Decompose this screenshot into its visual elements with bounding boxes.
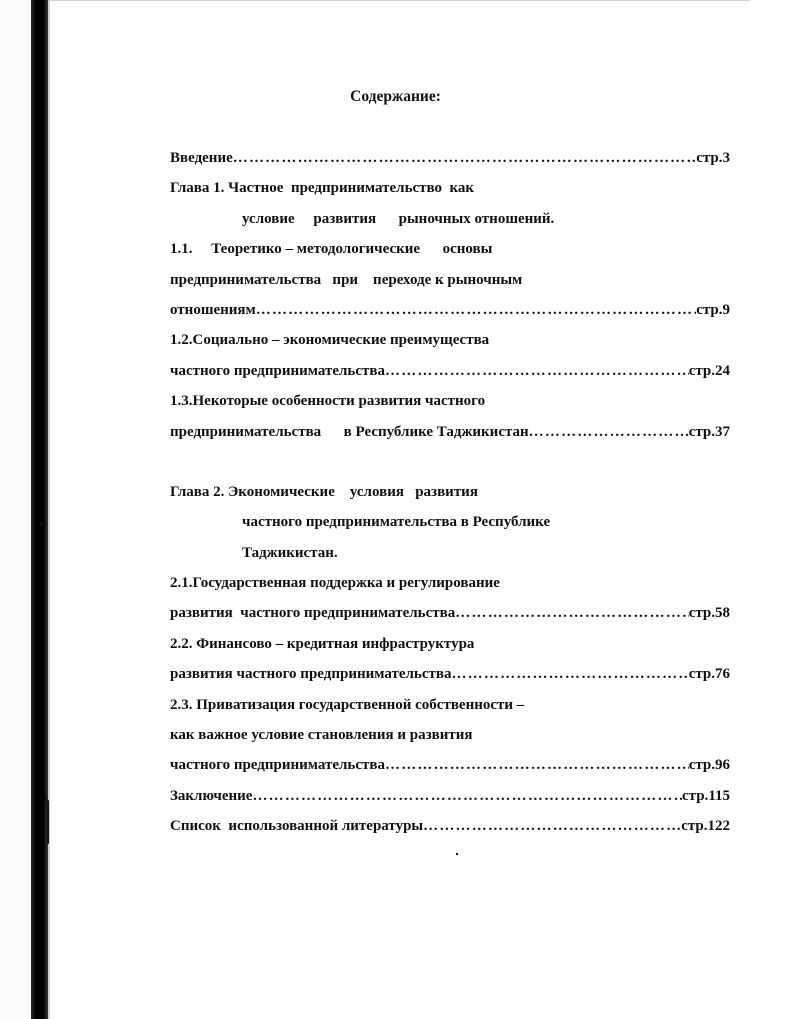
toc-entry-text: 1.3.Некоторые особенности развития частного [170,393,486,410]
toc-entry-references [170,811,730,841]
toc-entry-text: 2.2. Финансово – кредитная инфраструктура [170,635,475,652]
toc-entry-text: частного предпринимательства в Республике [242,514,551,531]
toc-entry-2-1 [170,568,730,598]
toc-entry-text: развития частного предпринимательства [170,605,456,622]
toc-page-number: стр.3 [696,150,730,166]
toc-heading-chapter-1-cont [170,204,730,234]
toc-entry-2-3-cont [170,720,730,750]
toc-entry-1-1-cont [170,265,730,295]
toc-entry-text: условие развития рыночных отношений. [242,210,555,227]
toc-page-number: стр.115 [682,787,730,804]
toc-leader-dots [455,598,688,628]
toc-entry-text: Список использованной литературы [170,818,424,835]
toc-leader-dots [252,781,682,811]
toc-entry-text: Заключение [170,787,253,804]
toc-heading-chapter-2-cont [170,507,730,537]
toc-leader-dots [451,659,688,689]
toc-entry-text: 2.3. Приватизация государственной собственности – [170,696,525,713]
scan-speck [40,522,43,525]
toc-entry-text: Глава 1. Частное предпринимательство как [170,180,475,197]
toc-entry-conclusion [170,781,730,811]
toc-page-number: стр.9 [696,301,730,318]
toc-heading-chapter-2 [170,477,730,507]
scan-edge-line [48,0,50,1019]
scan-binding-shadow [31,0,48,1019]
toc-entry-2-3 [170,690,730,720]
table-of-contents [170,143,730,842]
toc-entry-2-3-end [170,750,730,780]
toc-leader-dots [529,417,689,447]
toc-entry-intro [170,143,730,173]
toc-entry-text: отношениям [170,301,256,318]
scan-speck [44,796,47,799]
toc-leader-dots [233,143,696,173]
toc-entry-1-2 [170,325,730,355]
toc-leader-dots [385,356,689,386]
toc-entry-text: развития частного предпринимательства [170,666,452,683]
scan-margin [0,0,31,1019]
page-title: Содержание: [350,88,441,105]
toc-entry-text: Введение [170,150,233,166]
scan-bracket-mark [47,800,49,844]
toc-entry-2-2-end [170,659,730,689]
toc-entry-text: как важное условие становления и развития [170,727,473,744]
toc-entry-text: частного предпринимательства [170,757,385,774]
toc-page-number: стр.58 [688,605,730,622]
scan-speck [456,853,458,855]
toc-page-number: стр.122 [681,818,730,835]
toc-entry-text: предпринимательства при переходе к рыночным [170,271,523,288]
toc-entry-2-2 [170,629,730,659]
toc-entry-1-3-end [170,417,730,447]
toc-entry-1-3 [170,386,730,416]
toc-entry-1-1 [170,234,730,264]
toc-entry-1-2-end [170,356,730,386]
scan-top-edge [50,0,750,1]
toc-leader-dots [256,295,696,325]
toc-entry-2-1-end [170,598,730,628]
toc-page-number: стр.24 [688,362,730,379]
section-spacer [170,447,730,477]
toc-heading-chapter-2-end [170,538,730,568]
toc-entry-text: частного предпринимательства [170,362,385,379]
toc-entry-text: Таджикистан. [242,544,338,561]
toc-entry-text: предпринимательства в Республике Таджикистан [170,423,529,440]
toc-entry-text: Глава 2. Экономические условия развития [170,483,478,500]
toc-entry-text: 2.1.Государственная поддержка и регулирование [170,575,500,592]
toc-leader-dots [385,750,689,780]
toc-entry-text: 1.2.Социально – экономические преимущества [170,332,490,349]
toc-leader-dots [423,811,681,841]
toc-entry-text: 1.1. Теоретико – методологические основы [170,241,493,258]
toc-page-number: стр.76 [688,666,730,683]
toc-entry-1-1-end [170,295,730,325]
toc-page-number: стр.96 [688,757,730,774]
toc-heading-chapter-1 [170,173,730,203]
toc-page-number: стр.37 [688,423,730,440]
